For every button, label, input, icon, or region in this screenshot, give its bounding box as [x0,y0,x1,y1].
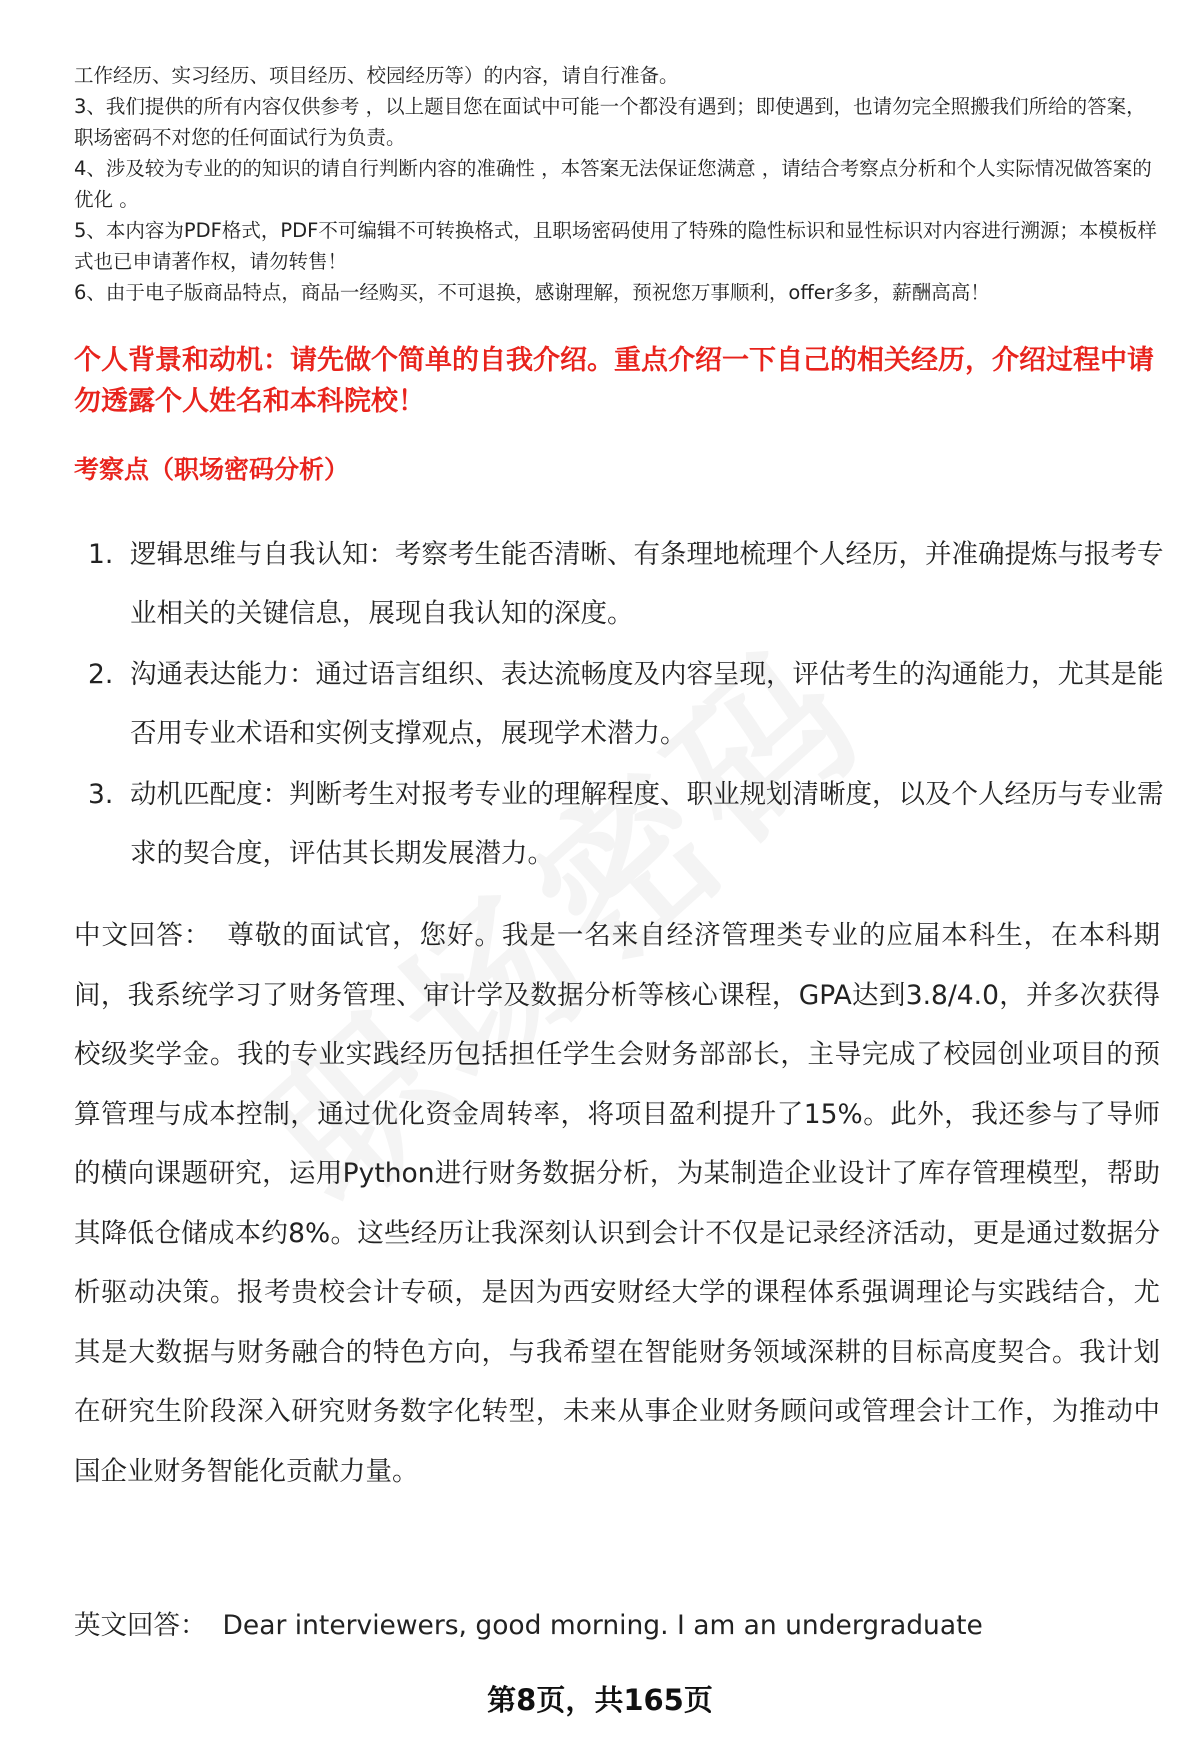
notice-line: 6、由于电子版商品特点，商品一经购买，不可退换，感谢理解，预祝您万事顺利，offer多多，薪酬高高！ [74,281,990,304]
english-answer-text: Dear interviewers, good morning. I am an undergraduate [222,1610,983,1641]
analysis-point [88,645,1164,763]
notice-line: 4、涉及较为专业的的知识的请自行判断内容的准确性 ，本答案无法保证您满意 ，请结合考察点分析和个人实际情况做答案的优化 。 [74,157,1152,211]
point-text: 动机匹配度：判断考生对报考专业的理解程度、职业规划清晰度，以及个人经历与专业需求的契合度，评估其长期发展潜力。 [130,779,1164,869]
point-number: 3. [88,779,114,810]
notice-line: 工作经历、实习经历、项目经历、校园经历等）的内容，请自行准备。 [74,64,679,87]
chinese-answer-label: 中文回答： [74,920,212,951]
point-text: 沟通表达能力：通过语言组织、表达流畅度及内容呈现，评估考生的沟通能力，尤其是能否用专业术语和实例支撑观点，展现学术潜力。 [130,659,1164,749]
analysis-points [88,525,1164,885]
point-number: 1. [88,539,114,570]
point-number: 2. [88,659,114,690]
notice-line: 3、我们提供的所有内容仅供参考 ，以上题目您在面试中可能一个都没有遇到；即使遇到，也请勿完全照搬我们所给的答案，职场密码不对您的任何面试行为负责。 [74,95,1146,149]
analysis-point [88,525,1164,643]
notice-line: 5、本内容为PDF格式，PDF不可编辑不可转换格式，且职场密码使用了特殊的隐性标识和显性标识对内容进行溯源；本模板样式也已申请著作权，请勿转售！ [74,219,1157,273]
english-answer-label: 英文回答： [74,1610,207,1641]
question-heading: 个人背景和动机：请先做个简单的自我介绍。重点介绍一下自己的相关经历，介绍过程中请勿透露个人姓名和本科院校！ [74,345,1154,417]
page-footer: 第8页，共165页 [487,1683,713,1717]
notice-list [74,60,1164,308]
analysis-point [88,765,1164,883]
point-text: 逻辑思维与自我认知：考察考生能否清晰、有条理地梳理个人经历，并准确提炼与报考专业相关的关键信息，展现自我认知的深度。 [130,539,1164,629]
english-answer [74,1596,1160,1655]
chinese-answer-text: 尊敬的面试官，您好。我是一名来自经济管理类专业的应届本科生，在本科期间，我系统学习了财务管理、审计学及数据分析等核心课程，GPA达到3.8/4.0，并多次获得校级奖学金。我的专业实践经历包括担任学生会财务部部长，主导完成了校园创业项目的预算管理与成本控制，通过优化资金周转率，将项目盈利提升了15%。此外，我还参与了导师的横向课题研究，运用Python进行财务数据分析，为某制造企业设计了库存管理模型，帮助其降低仓储成本约8%。这些经历让我深刻认识到会计不仅是记录经济活动，更是通过数据分析驱动决策。报考贵校会计专硕，是因为西安财经大学的课程体系强调理论与实践结合，尤其是大数据与财务融合的特色方向，与我希望在智能财务领域深耕的目标高度契合。我计划在研究生阶段深入研究财务数字化转型，未来从事企业财务顾问或管理会计工作，为推动中国企业财务智能化贡献力量。 [74,920,1161,1487]
analysis-title: 考察点（职场密码分析） [74,455,350,484]
chinese-answer [74,906,1160,1501]
